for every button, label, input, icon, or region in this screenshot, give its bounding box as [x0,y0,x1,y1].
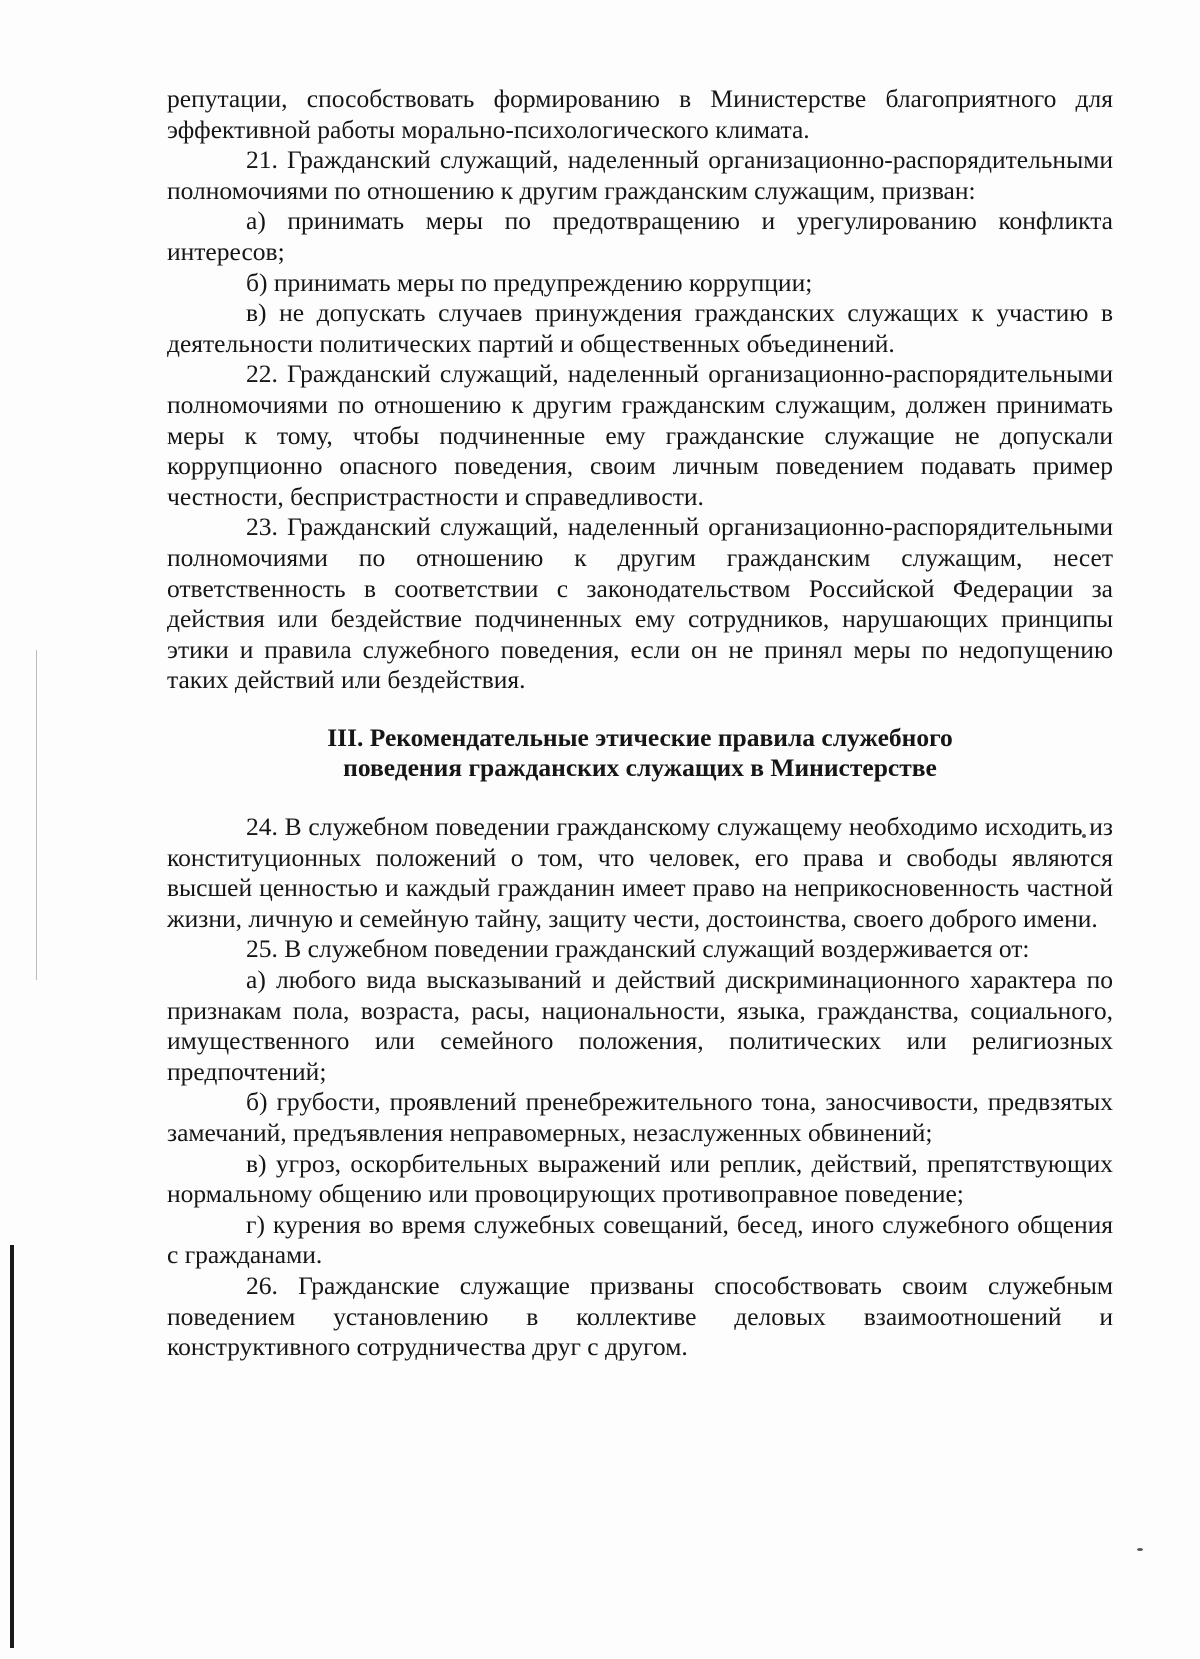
scan-faint-line [36,650,37,980]
paragraph-21-a: а) принимать меры по предотвращению и урегулированию конфликта интересов; [167,206,1113,266]
section-heading [167,723,1113,784]
document-body [167,84,1113,1363]
paragraph-25-c: в) угроз, оскорбительных выражений или реплик, действий, препятствующих нормальному общению или провоцирующих противоправное поведение; [167,1148,1113,1209]
paragraph-21: 21. Гражданский служащий, наделенный организационно-распорядительными полномочиями по отношению к другим гражданским служащим, призван: [167,145,1113,205]
paragraph-25-a: а) любого вида высказываний и действий дискриминационного характера по признакам пола, возраста, расы, национальности, языка, гражданства, социального, имущественного или семейного положения, политических или религиозных предпочтений; [167,965,1113,1086]
paragraph-25: 25. В служебном поведении гражданский служащий воздерживается от: [246,934,1030,964]
heading-spacer [167,784,1113,812]
paragraph-26: 26. Гражданские служащие призваны способствовать своим служебным поведением установлению в коллективе деловых взаимоотношений и конструктивного сотрудничества друг с другом. [167,1270,1113,1362]
scan-edge-line [10,1245,14,1648]
section-heading-line-1: III. Рекомендательные этические правила служебного [327,722,953,752]
paragraph-24: 24. В служебном поведении гражданскому служащему необходимо исходить из конституционных положений о том, что человек, его права и свободы являются высшей ценностью и каждый гражданин имеет право на неприкосновенность частной жизни, личную и семейную тайну, защиту чести, достоинства, своего доброго имени. [167,812,1113,933]
paragraph-21-c: в) не допускать случаев принуждения гражданских служащих к участию в деятельности политических партий и общественных объединений. [167,298,1113,358]
paragraph-25-b: б) грубости, проявлений пренебрежительного тона, заносчивости, предвзятых замечаний, предъявления неправомерных, незаслуженных обвинений; [167,1087,1113,1147]
paragraph-25-d: г) курения во время служебных совещаний, бесед, иного служебного общения с гражданами. [167,1209,1113,1270]
paragraph-continuation: репутации, способствовать формированию в Министерстве благоприятного для эффективной работы морально-психологического климата. [167,84,1113,144]
section-heading-line-2: поведения гражданских служащих в Министерстве [343,753,937,783]
scan-speck [1137,1548,1143,1551]
paragraph-22: 22. Гражданский служащий, наделенный организационно-распорядительными полномочиями по отношению к другим гражданским служащим, должен принимать меры к тому, чтобы подчиненные ему гражданские служащие не допускали коррупционно опасного поведения, своим личным поведением подавать пример честности, беспристрастности и справедливости. [167,359,1113,511]
paragraph-23: 23. Гражданский служащий, наделенный организационно-распорядительными полномочиями по отношению к другим гражданским служащим, несет ответственность в соответствии с законодательством Российской Федерации за действия или бездействие подчиненных ему сотрудников, нарушающих принципы этики и правила служебного поведения, если он не принял меры по недопущению таких действий или бездействия. [167,512,1113,695]
paragraph-21-b: б) принимать меры по предупреждению коррупции; [246,267,813,297]
